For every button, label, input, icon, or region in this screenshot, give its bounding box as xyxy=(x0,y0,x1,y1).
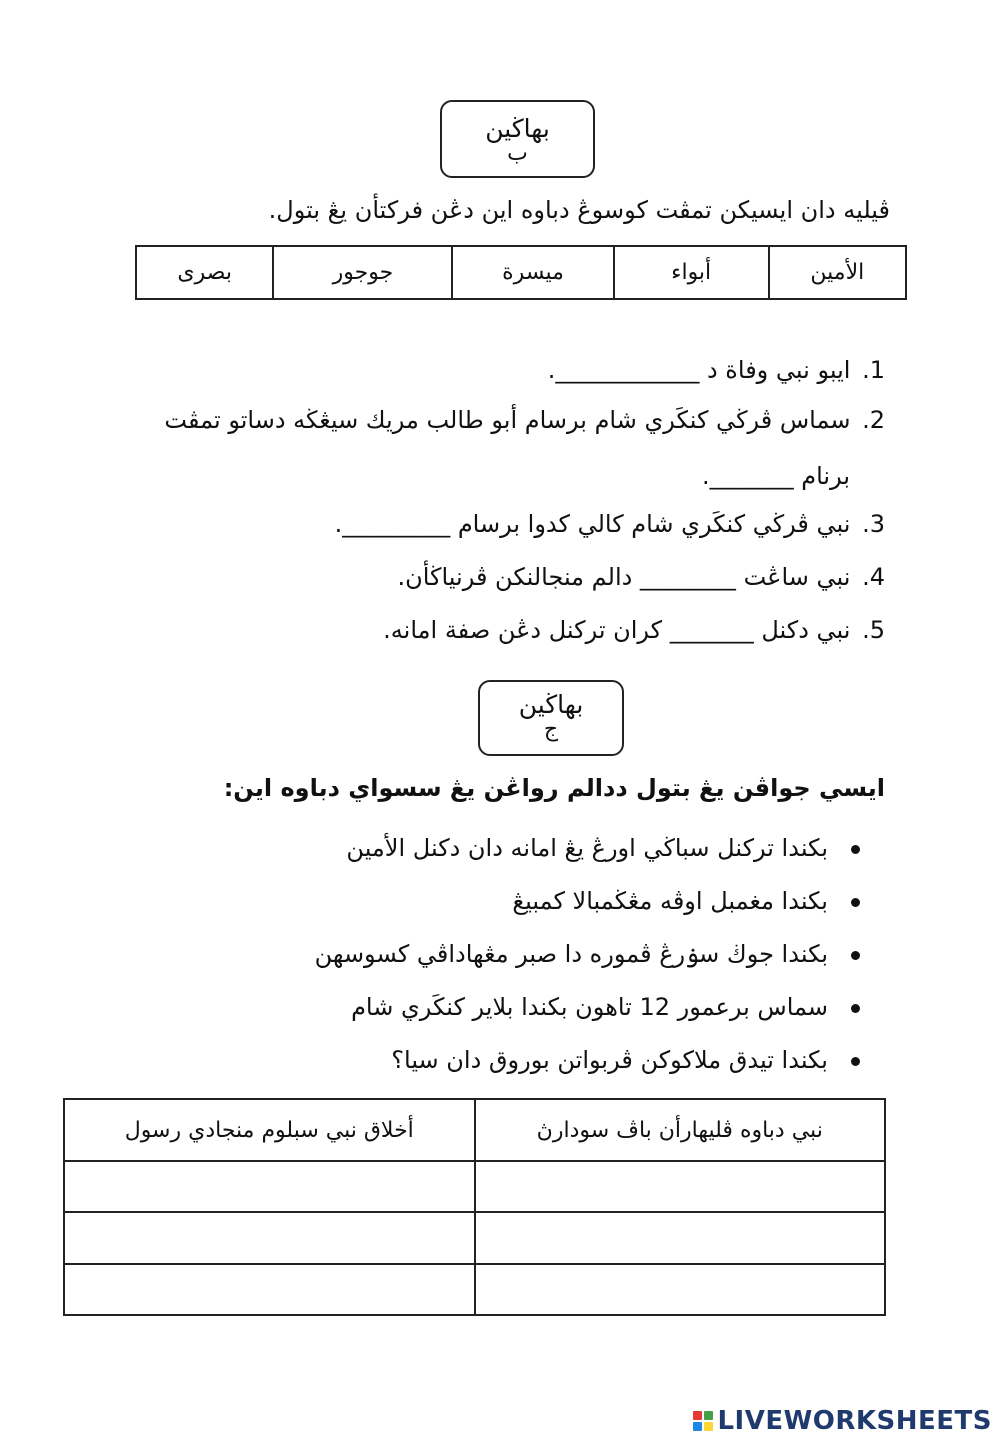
question-2 xyxy=(164,406,885,434)
question-text: نبي دكنل _______ كران تركنل دڠن صفة امانه. xyxy=(383,616,851,644)
question-4 xyxy=(397,563,885,591)
bullet-icon xyxy=(851,1057,860,1066)
list-item-text: بكندا جوڬ سۏرڠ ڤموره دا صبر مڠهاداڤي كسوسهن xyxy=(314,940,828,968)
question-number: 2. xyxy=(862,406,885,434)
answer-cell[interactable] xyxy=(475,1212,886,1263)
question-text: سماس ڤرڬي كنكَري شام برسام أبو طالب مريك سيڠڬه دساتو تمڤت xyxy=(164,406,851,434)
list-item xyxy=(315,928,860,981)
answer-cell[interactable] xyxy=(64,1212,475,1263)
logo-square xyxy=(693,1411,702,1420)
answer-cell[interactable] xyxy=(475,1161,886,1212)
answer-table-header: نبي دباوه ڤليهارأن باڤ سودارڽ xyxy=(475,1099,886,1161)
bullet-icon xyxy=(851,951,860,960)
logo-square xyxy=(704,1422,713,1431)
logo-square xyxy=(704,1411,713,1420)
question-number: 1. xyxy=(862,356,885,384)
list-item-text: بكندا تيدق ملاكوكن ڤربواتن بوروق دان سيا؟ xyxy=(391,1046,828,1074)
answer-cell[interactable] xyxy=(64,1264,475,1315)
question-5 xyxy=(383,616,885,644)
answer-table-header: أخلاق نبي سبلوم منجادي رسول xyxy=(64,1099,475,1161)
section-c-header xyxy=(478,680,624,756)
section-b-instruction: ڤيليه دان ايسيكن تمڤت كوسوڠ دباوه اين دڠن فركتأن يڠ بتول. xyxy=(268,196,890,224)
section-b-title: بهاڬين xyxy=(485,114,550,143)
section-b-header xyxy=(440,100,595,178)
statement-list xyxy=(315,822,860,1087)
word-bank-cell: أبواء xyxy=(614,246,769,299)
question-text: نبي ڤرڬي كنكَري شام كالي كدوا برسام _________. xyxy=(334,510,851,538)
question-number: 4. xyxy=(862,563,885,591)
word-bank-cell: جوجور xyxy=(273,246,452,299)
liveworksheets-watermark xyxy=(693,1405,992,1437)
list-item-text: بكندا تركنل سباڬي اورڠ يڠ امانه دان دكنل الأمين xyxy=(346,834,828,862)
section-b-letter: ب xyxy=(507,141,528,166)
word-bank-table xyxy=(135,245,907,300)
liveworksheets-brand: LIVEWORKSHEETS xyxy=(717,1406,992,1436)
list-item-text: بكندا مغمبل اوڤه مڠڬمبالا كمبيڠ xyxy=(512,887,828,915)
liveworksheets-logo-icon xyxy=(693,1411,713,1431)
list-item-text: سماس برعمور 12 تاهون بكندا بلاير كنكَري شام xyxy=(351,993,828,1021)
question-number: 5. xyxy=(862,616,885,644)
question-3 xyxy=(335,510,885,538)
question-text: نبي ساڠت ________ دالم منجالنكن ڤرنياڬأن. xyxy=(397,563,851,591)
list-item xyxy=(315,1034,860,1087)
answer-cell[interactable] xyxy=(475,1264,886,1315)
answer-table xyxy=(63,1098,886,1316)
word-bank-cell: الأمين xyxy=(769,246,906,299)
bullet-icon xyxy=(851,898,860,907)
answer-cell[interactable] xyxy=(64,1161,475,1212)
bullet-icon xyxy=(851,1004,860,1013)
list-item xyxy=(315,822,860,875)
question-1 xyxy=(548,356,885,384)
word-bank-cell: بصرى xyxy=(136,246,273,299)
section-c-letter: ج xyxy=(543,717,559,742)
list-item xyxy=(315,981,860,1034)
question-text: ايبو نبي وفاة د ____________. xyxy=(547,356,851,384)
section-c-title: بهاڬين xyxy=(518,690,584,719)
question-number: 3. xyxy=(862,510,885,538)
list-item xyxy=(315,875,860,928)
logo-square xyxy=(693,1422,702,1431)
section-c-instruction: ايسي جواڤن يڠ بتول ددالم رواڠن يڠ سسواي دباوه اين: xyxy=(223,774,885,802)
word-bank-cell: ميسرة xyxy=(452,246,613,299)
question-2-continuation: برنام _______. xyxy=(701,462,850,490)
bullet-icon xyxy=(851,845,860,854)
